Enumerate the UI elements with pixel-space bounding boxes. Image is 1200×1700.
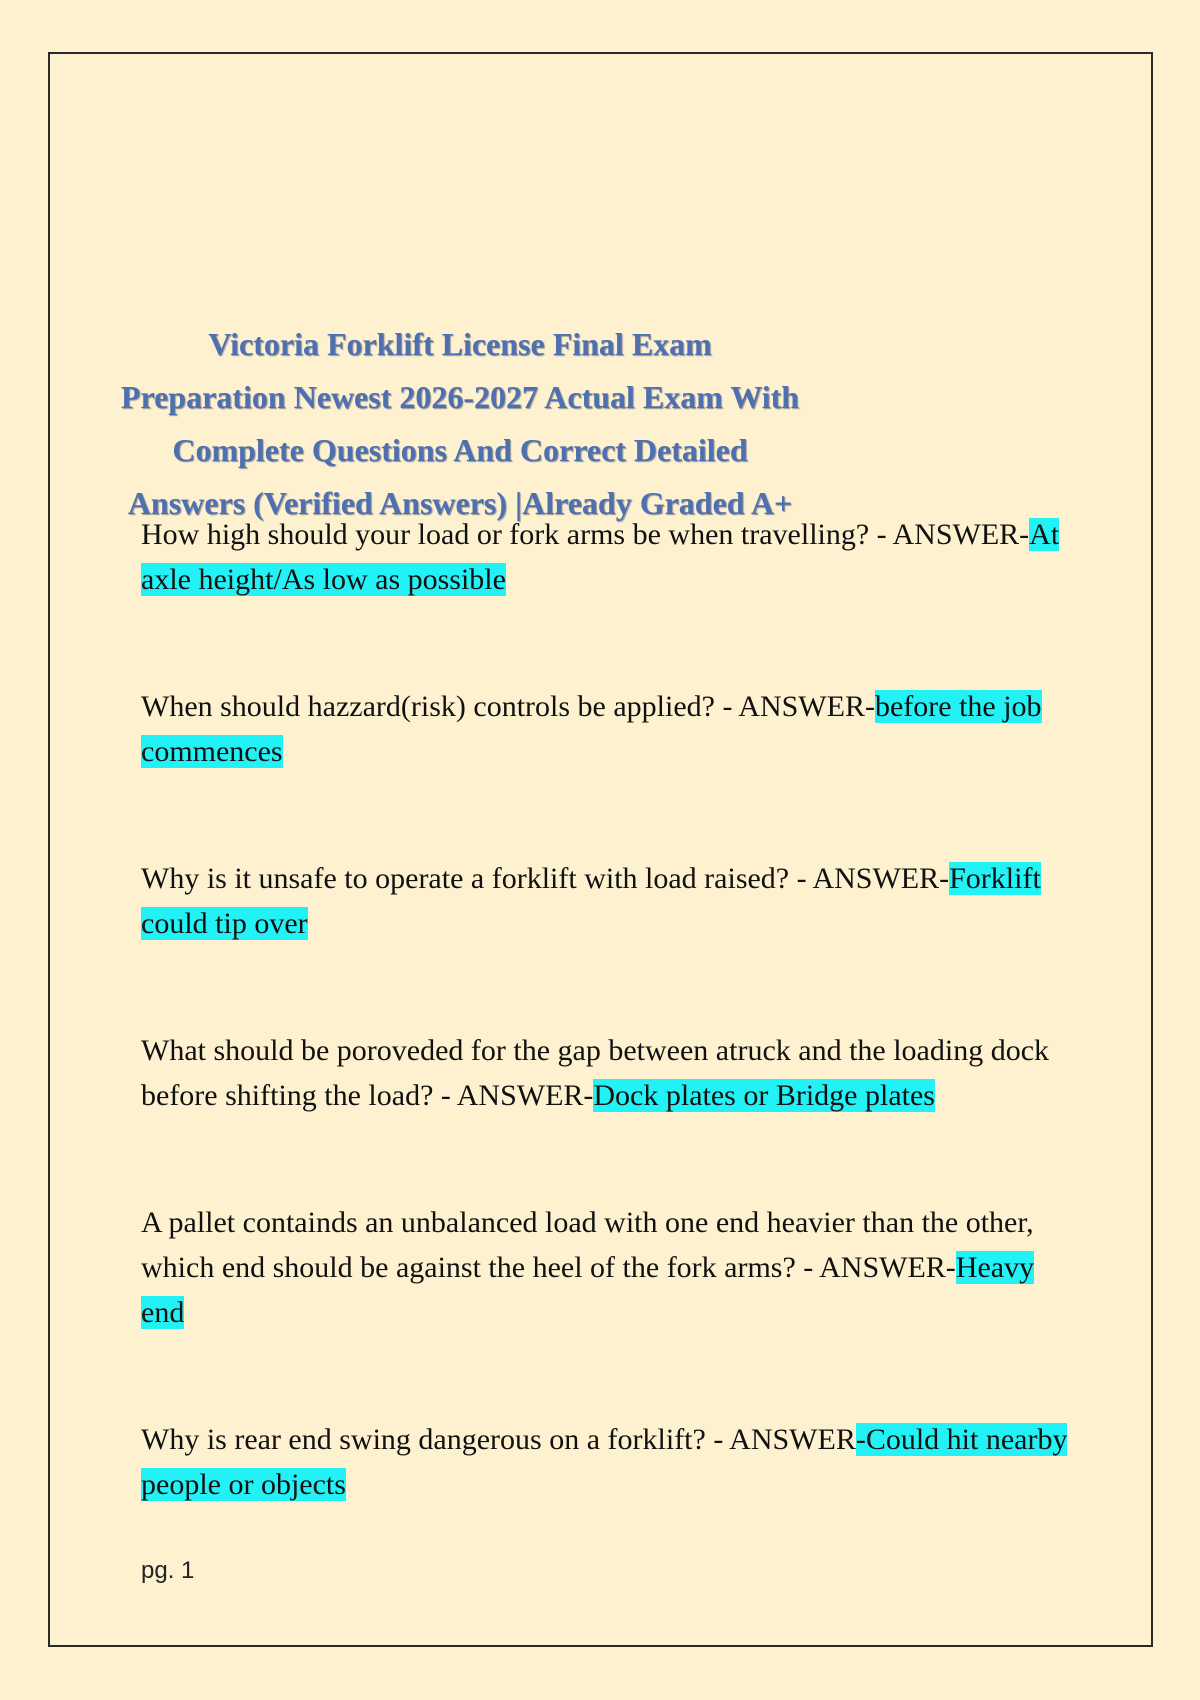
title-line-2: Preparation Newest 2026-2027 Actual Exam With bbox=[120, 379, 800, 415]
qa-item-3 bbox=[141, 856, 1071, 946]
document-title bbox=[100, 318, 820, 530]
answer-highlight: -Could hit nearby people or objects bbox=[141, 1423, 1068, 1501]
qa-item-6 bbox=[141, 1417, 1071, 1507]
question-text: A pallet containds an unbalanced load with one end heavier than the other, which end should be against the heel of the fork arms? - ANSWER- bbox=[141, 1206, 1034, 1284]
qa-item-4 bbox=[141, 1028, 1071, 1118]
title-line-3: Complete Questions And Correct Detailed bbox=[172, 432, 748, 468]
question-text: Why is it unsafe to operate a forklift with load raised? - ANSWER- bbox=[141, 862, 950, 895]
question-text: What should be poroveded for the gap between atruck and the loading dock before shifting the load? - ANSWER- bbox=[141, 1034, 1050, 1112]
qa-item-5 bbox=[141, 1200, 1071, 1335]
answer-highlight: At axle height/As low as possible bbox=[141, 518, 1060, 596]
question-text: Why is rear end swing dangerous on a forklift? - ANSWER bbox=[141, 1423, 856, 1456]
title-line-4: Answers (Verified Answers) |Already Graded A+ bbox=[127, 485, 793, 521]
answer-highlight: Heavy end bbox=[141, 1251, 1035, 1329]
qa-item-1 bbox=[141, 512, 1071, 602]
qa-item-2 bbox=[141, 684, 1071, 774]
title-line-1: Victoria Forklift License Final Exam bbox=[208, 326, 712, 362]
answer-highlight: before the job commences bbox=[141, 690, 1042, 768]
question-text: When should hazzard(risk) controls be applied? - ANSWER- bbox=[141, 690, 875, 723]
page-number: pg. 1 bbox=[141, 1557, 195, 1584]
question-text: How high should your load or fork arms be when travelling? - ANSWER- bbox=[141, 518, 1030, 551]
answer-highlight: Forklift could tip over bbox=[141, 862, 1041, 940]
answer-highlight: Dock plates or Bridge plates bbox=[593, 1079, 935, 1112]
qa-list bbox=[141, 512, 1071, 1507]
